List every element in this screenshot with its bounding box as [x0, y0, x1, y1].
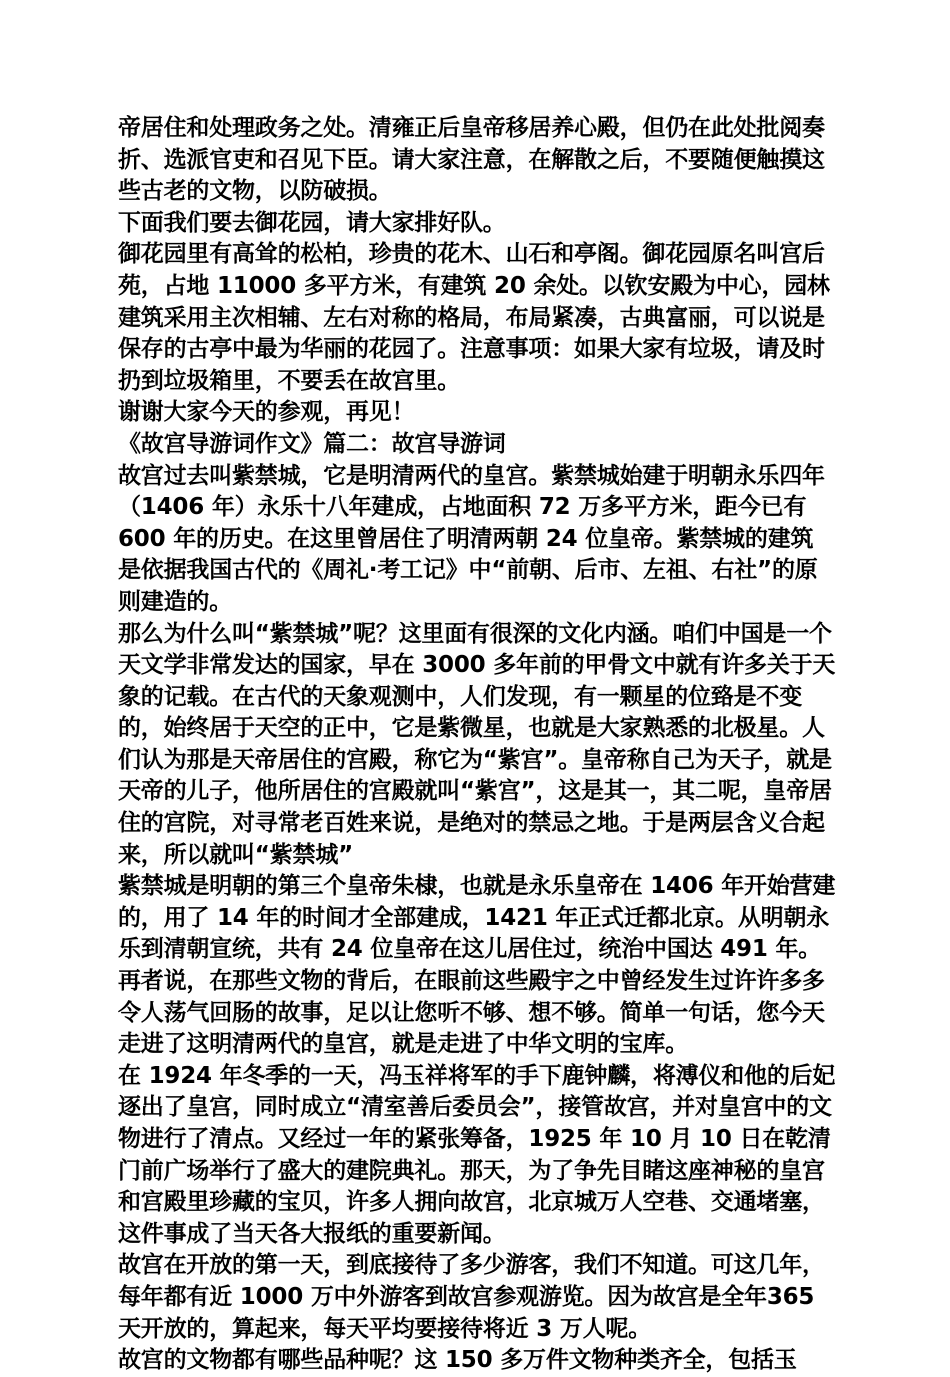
section-heading: 《故宫导游词作文》篇二：故宫导游词 [118, 430, 506, 457]
paragraph-4: 谢谢大家今天的参观，再见！ [118, 399, 415, 426]
paragraph-6: 故宫过去叫紫禁城，它是明清两代的皇宫。紫禁城始建于明朝永乐四年（1406 年）永乐十八年建成，占地面积 72 万多平方米，距今已有 600 年的历史。在这里曾居住了明清两朝 24 位皇帝。紫禁城的建筑是依据我国古代的《周礼·考工记》中“前朝、后市、左祖、右社”的原则建造的。 [118, 462, 825, 615]
paragraph-9: 再者说，在那些文物的背后，在眼前这些殿宇之中曾经发生过许许多多令人荡气回肠的故事，足以让您听不够、想不够。简单一句话，您今天走进了这明清两代的皇宫，就是走进了中华文明的宝库。 [118, 968, 825, 1058]
paragraph-3: 御花园里有高耸的松柏，珍贵的花木、山石和亭阁。御花园原名叫宫后苑，占地 11000 多平方米，有建筑 20 余处。以钦安殿为中心，园林建筑采用主次相辅、左右对称的格局，布局紧凑，古典富丽，可以说是保存的古亭中最为华丽的花园了。注意事项：如果大家有垃圾，请及时扔到垃圾箱里，不要丢在故宫里。 [118, 241, 830, 394]
paragraph-2: 下面我们要去御花园，请大家排好队。 [118, 209, 506, 236]
paragraph-10: 在 1924 年冬季的一天，冯玉祥将军的手下鹿钟麟，将溥仪和他的后妃逐出了皇宫，同时成立“清室善后委员会”，接管故宫，并对皇宫中的文物进行了清点。又经过一年的紧张筹备，1925 年 10 月 10 日在乾清门前广场举行了盛大的建院典礼。那天，为了争先目睹这座神秘的皇宫和宫殿里珍藏的宝贝，许多人拥向故宫，北京城万人空巷、交通堵塞，这件事成了当天各大报纸的重要新闻。 [118, 1062, 836, 1247]
paragraph-1: 帝居住和处理政务之处。清雍正后皇帝移居养心殿，但仍在此处批阅奏折、选派官吏和召见下臣。请大家注意，在解散之后，不要随便触摸这些古老的文物，以防破损。 [118, 115, 825, 205]
paragraph-8: 紫禁城是明朝的第三个皇帝朱棣，也就是永乐皇帝在 1406 年开始营建的，用了 14 年的时间才全部建成，1421 年正式迁都北京。从明朝永乐到清朝宣统，共有 24 位皇帝在这儿居住过，统治中国达 491 年。 [118, 873, 836, 963]
document-body [118, 113, 836, 1377]
paragraph-12: 故宫的文物都有哪些品种呢？这 150 多万件文物种类齐全，包括玉 [118, 1347, 797, 1374]
paragraph-7: 那么为什么叫“紫禁城”呢？这里面有很深的文化内涵。咱们中国是一个天文学非常发达的国家，早在 3000 多年前的甲骨文中就有许多关于天象的记载。在古代的天象观测中，人们发现，有一颗星的位臵是不变的，始终居于天空的正中，它是紫微星，也就是大家熟悉的北极星。人们认为那是天帝居住的宫殿，称它为“紫宫”。皇帝称自己为天子，就是天帝的儿子，他所居住的宫殿就叫“紫宫”，这是其一，其二呢，皇帝居住的宫院，对寻常老百姓来说，是绝对的禁忌之地。于是两层含义合起来，所以就叫“紫禁城” [118, 620, 836, 868]
paragraph-11: 故宫在开放的第一天，到底接待了多少游客，我们不知道。可这几年，每年都有近 1000 万中外游客到故宫参观游览。因为故宫是全年365 天开放的，算起来，每天平均要接待将近 3 万人呢。 [118, 1252, 825, 1342]
